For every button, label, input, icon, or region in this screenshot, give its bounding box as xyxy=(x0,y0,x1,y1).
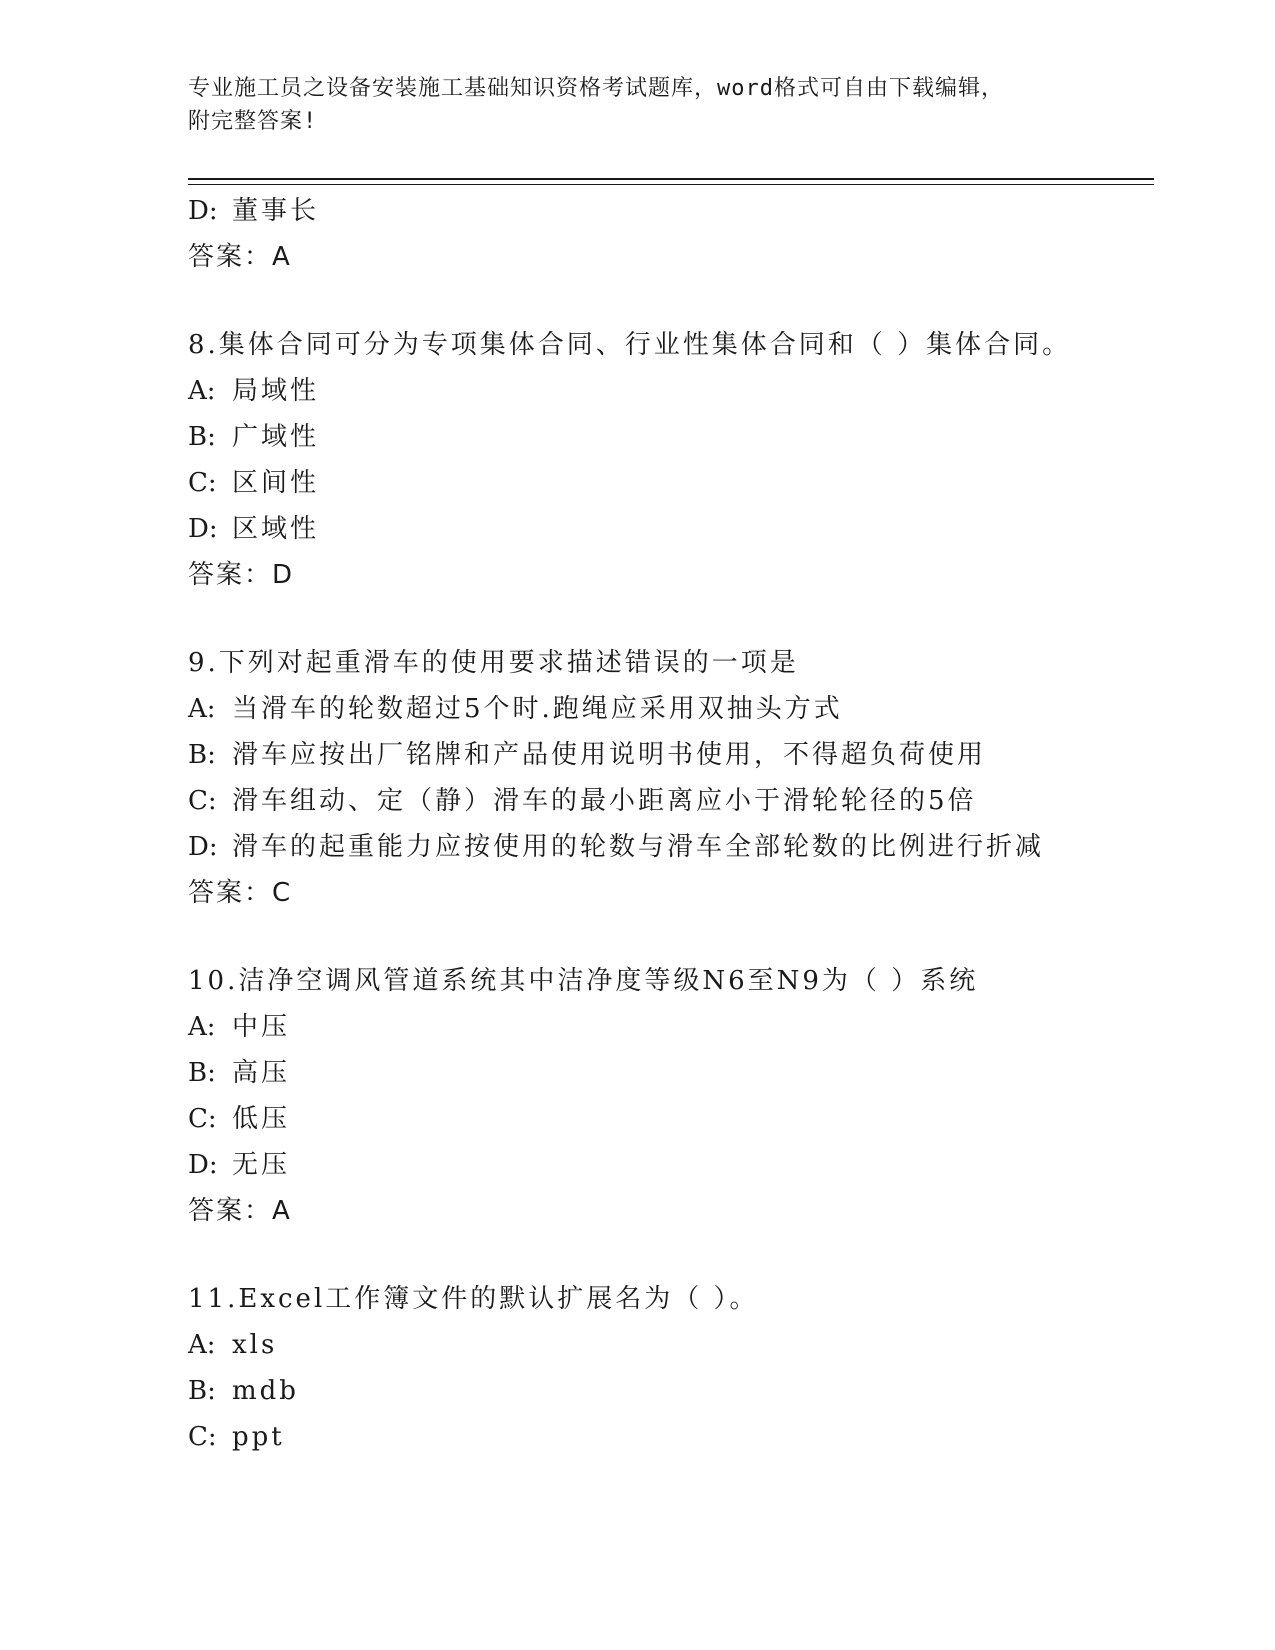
answer-line: 答案：C xyxy=(188,878,293,908)
question-stem: 9.下列对起重滑车的使用要求描述错误的一项是 xyxy=(188,648,799,678)
option-label: D: xyxy=(188,196,218,226)
option-label: C: xyxy=(188,1422,217,1452)
option-text: 当滑车的轮数超过5个时.跑绳应采用双抽头方式 xyxy=(232,694,843,724)
option-row xyxy=(188,1096,1154,1142)
question-9 xyxy=(188,640,1154,916)
option-text: 董事长 xyxy=(232,196,320,226)
option-label: A: xyxy=(188,1330,216,1360)
header-line-2: 附完整答案! xyxy=(188,109,318,134)
option-text: 滑车的起重能力应按使用的轮数与滑车全部轮数的比例进行折减 xyxy=(232,832,1045,862)
option-label: D: xyxy=(188,1150,218,1180)
option-label: B: xyxy=(188,1376,216,1406)
option-row xyxy=(188,1414,1154,1460)
option-row xyxy=(188,506,1154,552)
option-row xyxy=(188,1004,1154,1050)
option-text: 低压 xyxy=(232,1104,291,1134)
question-8 xyxy=(188,322,1154,598)
answer-line: 答案：D xyxy=(188,560,295,590)
option-row xyxy=(188,414,1154,460)
option-row xyxy=(188,732,1154,778)
option-text: 高压 xyxy=(232,1058,291,1088)
option-row xyxy=(188,1050,1154,1096)
spacer xyxy=(188,1234,1154,1276)
option-row xyxy=(188,188,1154,234)
option-row xyxy=(188,1322,1154,1368)
spacer xyxy=(188,280,1154,322)
page-header xyxy=(188,72,1068,138)
question-stem: 8.集体合同可分为专项集体合同、行业性集体合同和（ ）集体合同。 xyxy=(188,330,1072,360)
option-label: A: xyxy=(188,376,216,406)
option-text: 中压 xyxy=(232,1012,291,1042)
option-row xyxy=(188,778,1154,824)
option-label: D: xyxy=(188,514,218,544)
option-label: A: xyxy=(188,694,216,724)
option-text: xls xyxy=(232,1330,278,1360)
option-row xyxy=(188,1142,1154,1188)
option-text: 局域性 xyxy=(232,376,320,406)
question-11 xyxy=(188,1276,1154,1460)
question-list xyxy=(188,188,1154,1460)
option-row xyxy=(188,1368,1154,1414)
option-text: 滑车组动、定（静）滑车的最小距离应小于滑轮轮径的5倍 xyxy=(232,786,977,816)
option-row xyxy=(188,460,1154,506)
answer-line: 答案：A xyxy=(188,1196,292,1226)
option-text: 广域性 xyxy=(232,422,320,452)
option-label: B: xyxy=(188,422,216,452)
option-text: ppt xyxy=(232,1422,285,1452)
option-label: C: xyxy=(188,786,217,816)
question-stem: 11.Excel工作簿文件的默认扩展名为（ ）。 xyxy=(188,1284,759,1314)
spacer xyxy=(188,916,1154,958)
option-row xyxy=(188,368,1154,414)
option-label: C: xyxy=(188,468,217,498)
option-label: B: xyxy=(188,740,216,770)
option-text: mdb xyxy=(232,1376,299,1406)
question-stem: 10.洁净空调风管道系统其中洁净度等级N6至N9为（ ）系统 xyxy=(188,966,979,996)
option-row xyxy=(188,824,1154,870)
header-divider-thin xyxy=(188,184,1154,185)
header-line-1: 专业施工员之设备安装施工基础知识资格考试题库，word格式可自由下载编辑， xyxy=(188,76,1004,101)
question-10 xyxy=(188,958,1154,1234)
option-label: B: xyxy=(188,1058,216,1088)
answer-line: 答案：A xyxy=(188,242,292,272)
header-divider-thick xyxy=(188,178,1154,180)
option-text: 区间性 xyxy=(232,468,320,498)
option-text: 无压 xyxy=(232,1150,291,1180)
option-label: C: xyxy=(188,1104,217,1134)
option-text: 滑车应按出厂铭牌和产品使用说明书使用，不得超负荷使用 xyxy=(232,740,987,770)
option-label: A: xyxy=(188,1012,216,1042)
spacer xyxy=(188,598,1154,640)
option-text: 区域性 xyxy=(232,514,320,544)
option-label: D: xyxy=(188,832,218,862)
option-row xyxy=(188,686,1154,732)
